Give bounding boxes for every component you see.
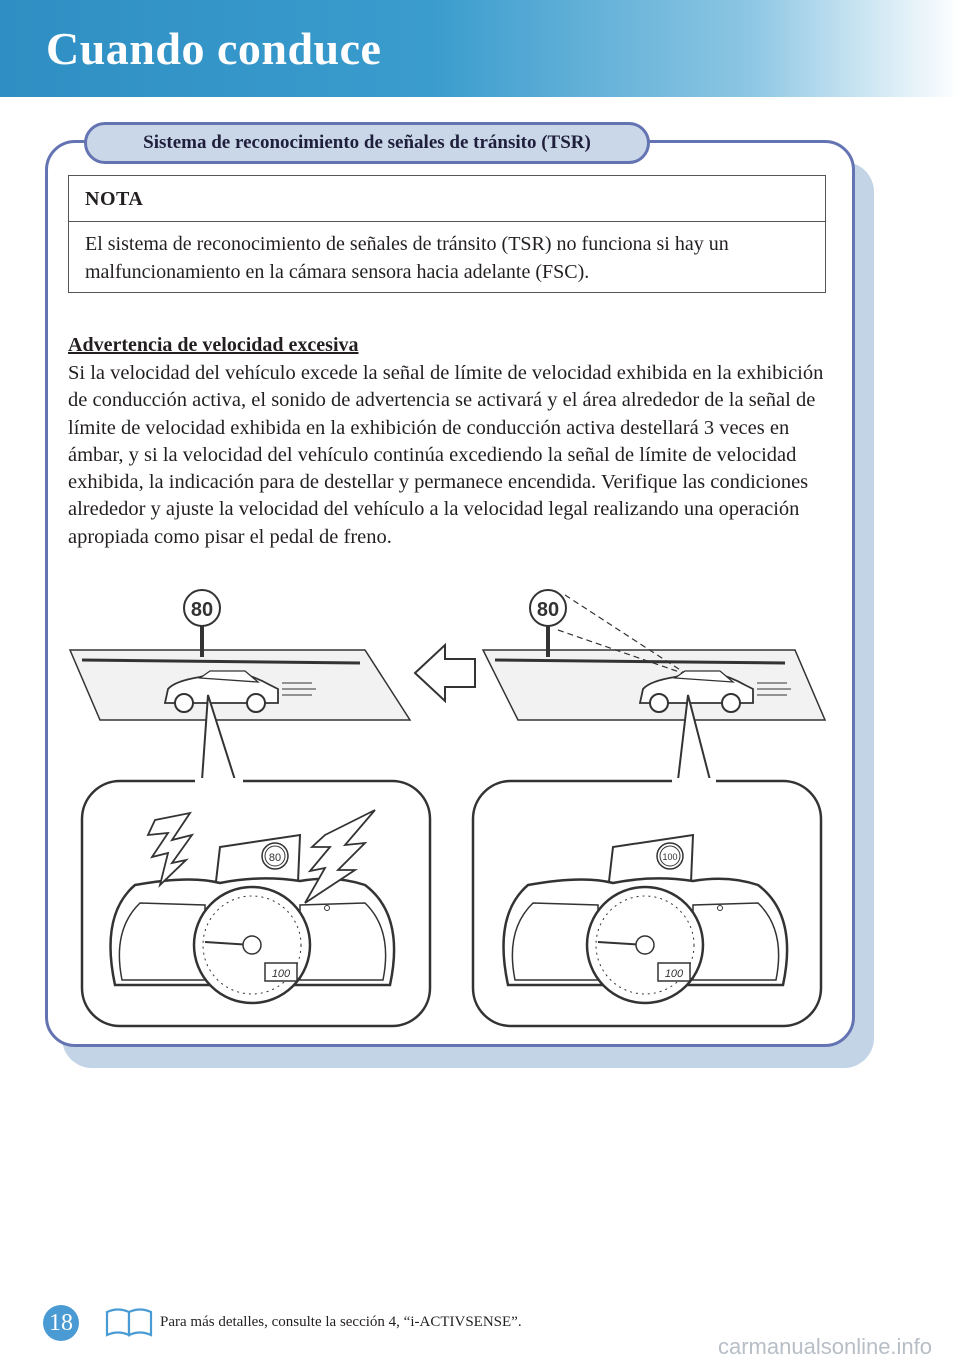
note-text: El sistema de reconocimiento de señales de tránsito (TSR) no funciona si hay un malfuncionamiento en la cámara sensora hacia adelante (FSC).: [85, 233, 729, 283]
note-box: [68, 175, 826, 293]
note-divider: [69, 221, 825, 222]
right-speed-readout: 100: [664, 968, 684, 980]
arrow-left-icon: [415, 645, 475, 701]
footer-reference[interactable]: Para más detalles, consulte la sección 4, “i-ACTIVSENSE”.: [160, 1314, 522, 1330]
note-title: NOTA: [85, 188, 144, 210]
watermark: carmanualsonline.info: [718, 1334, 933, 1359]
right-display-sign: 100: [662, 852, 678, 862]
left-display-sign: 80: [268, 852, 282, 864]
page-number: 18: [43, 1305, 79, 1341]
left-speed-readout: 100: [271, 968, 291, 980]
right-sign-label: 80: [536, 599, 560, 621]
book-icon: [104, 1306, 154, 1338]
page-title: Cuando conduce: [46, 23, 382, 74]
tsr-illustration: [60, 585, 840, 1035]
warning-body: Si la velocidad del vehículo excede la señal de límite de velocidad exhibida en la exhibición de conducción activa, el sonido de advertencia se activará y el área alrededor de la señal de límite de velocidad exhibida en la exhibición de conducción activa destellará 3 veces en ámbar, y si la velocidad del vehículo continúa excediendo la señal de límite de velocidad exhibida, la indicación para de destellar y permanece encendida. Verifique las condiciones alrededor y ajuste la velocidad del vehículo a la velocidad legal realizando una operación apropiada como pisar el pedal de freno.: [68, 362, 824, 548]
warning-heading: Advertencia de velocidad excesiva: [68, 334, 359, 356]
left-sign-label: 80: [190, 599, 214, 621]
section-tab: Sistema de reconocimiento de señales de tránsito (TSR): [84, 122, 650, 164]
page-header: [0, 0, 960, 97]
